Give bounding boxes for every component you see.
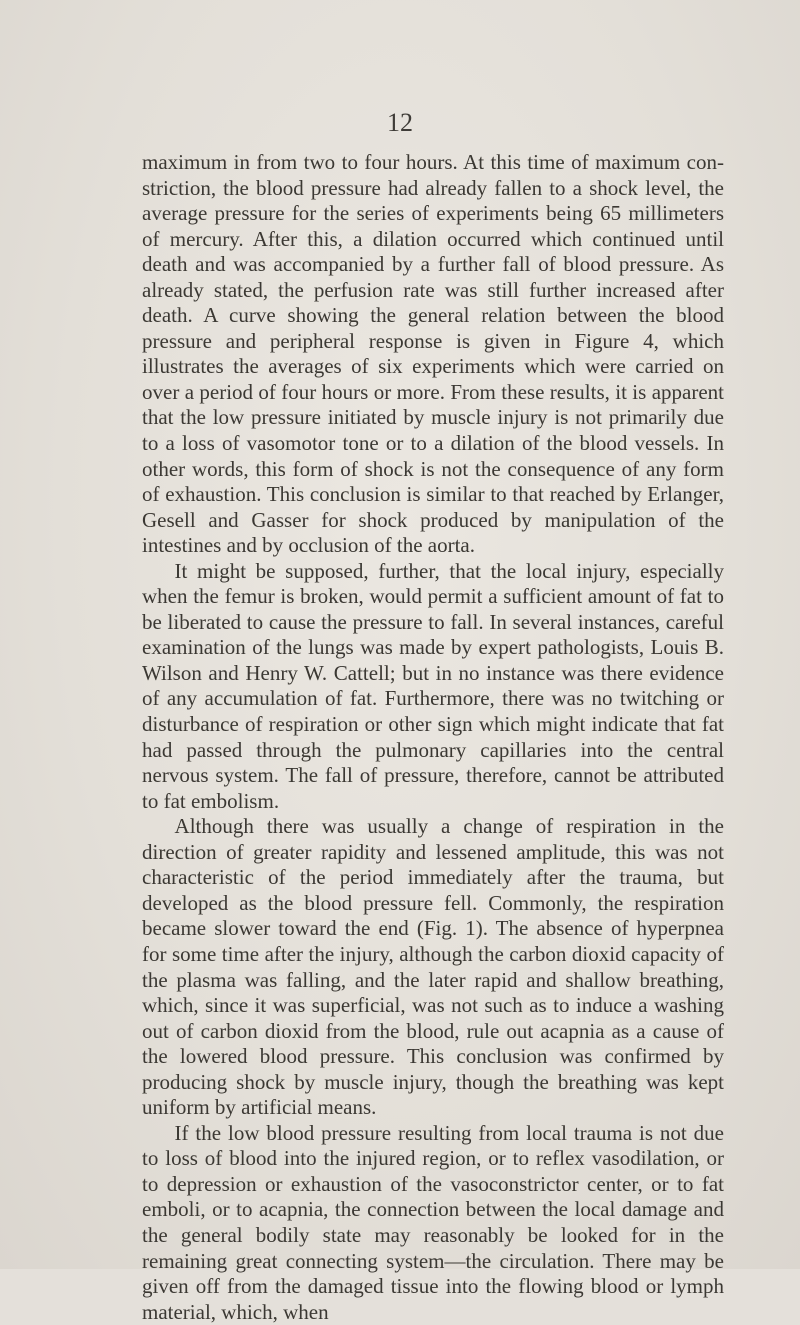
paragraph-1: maximum in from two to four hours. At this time of maximum constriction, the blood pressure had already fallen to a shock level, the average pressure for the series of experiments being 65 millimeters of mercury. After this, a dilation occurred which continued until death and was accompanied by a further fall of blood pressure. As already stated, the perfusion rate was still further increased after death. A curve showing the general relation between the blood pressure and peripheral response is given in Figure 4, which illustrates the averages of six experiments which were carried on over a period of four hours or more. From these results, it is apparent that the low pressure initiated by muscle injury is not primarily due to a loss of vasomotor tone or to a dilation of the blood vessels. In other words, this form of shock is not the consequence of any form of exhaustion. This conclusion is similar to that reached by Erlanger, Gesell and Gasser for shock produced by manipulation of the intestines and by occlusion of the aorta. <box>142 150 724 558</box>
paragraph-2: It might be supposed, further, that the local injury, especially when the femur is broken, would permit a sufficient amount of fat to be liberated to cause the pressure to fall. In several instances, careful examination of the lungs was made by expert pathologists, Louis B. Wilson and Henry W. Cattell; but in no instance was there evidence of any accumulation of fat. Furthermore, there was no twitching or disturbance of respiration or other sign which might indicate that fat had passed through the pulmonary capillaries into the central nervous system. The fall of pressure, therefore, cannot be attributed to fat embolism. <box>142 558 724 813</box>
paragraph-3: Although there was usually a change of respiration in the direction of greater rapidity and lessened amplitude, this was not characteristic of the period immediately after the trauma, but developed as the blood pressure fell. Commonly, the respiration became slower toward the end (Fig. 1). The absence of hyperpnea for some time after the injury, although the carbon dioxid capacity of the plasma was falling, and the later rapid and shallow breathing, which, since it was superficial, was not such as to induce a washing out of carbon dioxid from the blood, rule out acapnia as a cause of the lowered blood pressure. This conclusion was confirmed by producing shock by muscle injury, though the breathing was kept uniform by artificial means. <box>142 814 724 1120</box>
body-text <box>142 150 724 1325</box>
paragraph-4: If the low blood pressure resulting from local trauma is not due to loss of blood into the injured region, or to reflex vasodilation, or to depression or exhaustion of the vasoconstrictor center, or to fat emboli, or to acapnia, the connection between the local damage and the general bodily state may reasonably be looked for in the remaining great connecting system—the circulation. There may be given off from the damaged tissue into the flowing blood or lymph material, which, when <box>142 1120 724 1324</box>
page-number: 12 <box>387 108 413 137</box>
